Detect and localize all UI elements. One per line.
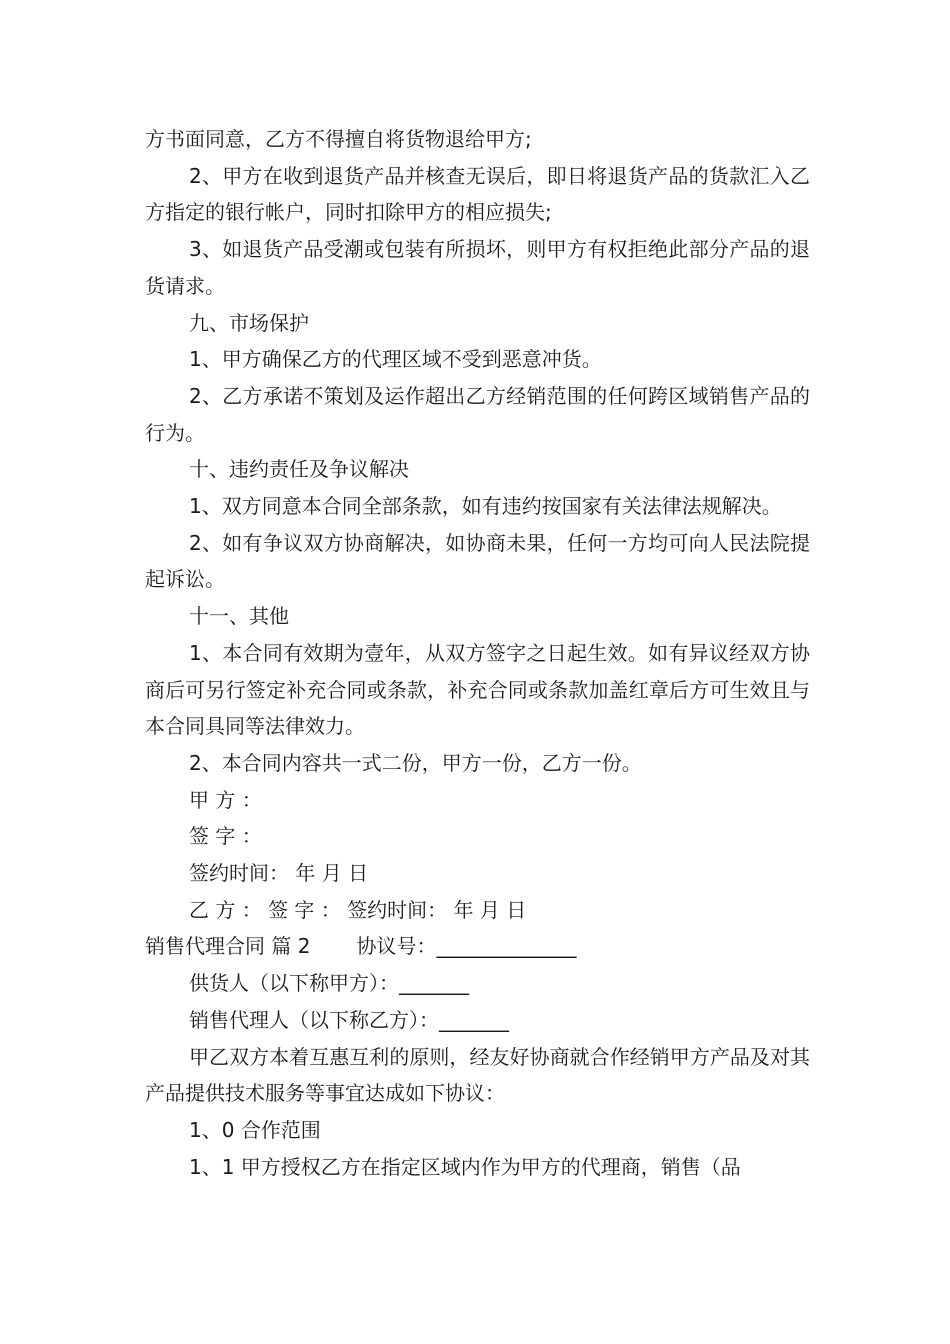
supplier-line: 供货人（以下称甲方）：_______ bbox=[189, 971, 469, 996]
agreement-number: 协议号：______________ bbox=[356, 934, 577, 959]
agent-line: 销售代理人（以下称乙方）：_______ bbox=[189, 1007, 509, 1032]
paragraph: 2、如有争议双方协商解决，如协商未果，任何一方均可向人民法院提起诉讼。 bbox=[145, 530, 810, 592]
section-heading-market-protection: 九、市场保护 bbox=[189, 310, 309, 335]
clause-heading: 1、0 合作范围 bbox=[189, 1117, 321, 1142]
paragraph: 甲乙双方本着互惠互利的原则，经友好协商就合作经销甲方产品及对其产品提供技术服务等事宜达成如下协议： bbox=[145, 1044, 810, 1106]
paragraph: 1、1 甲方授权乙方在指定区域内作为甲方的代理商，销售（品 bbox=[189, 1154, 741, 1179]
paragraph: 1、双方同意本合同全部条款，如有违约按国家有关法律法规解决。 bbox=[189, 494, 782, 519]
section-heading-liability: 十、违约责任及争议解决 bbox=[189, 457, 409, 482]
paragraph: 2、甲方在收到退货产品并核查无误后，即日将退货产品的货款汇入乙方指定的银行帐户，同时扣除甲方的相应损失; bbox=[145, 163, 810, 225]
paragraph: 3、如退货产品受潮或包装有所损坏，则甲方有权拒绝此部分产品的退货请求。 bbox=[145, 237, 810, 298]
section-heading-other: 十一、其他 bbox=[189, 604, 289, 629]
party-a-line: 甲 方 ： bbox=[189, 787, 262, 812]
contract-heading: 销售代理合同 篇 2 bbox=[145, 934, 311, 959]
paragraph: 1、甲方确保乙方的代理区域不受到恶意冲货。 bbox=[189, 347, 602, 372]
document-body bbox=[145, 121, 810, 1185]
paragraph: 方书面同意，乙方不得擅自将货物退给甲方; bbox=[145, 127, 532, 151]
signature-line: 签 字 ： bbox=[189, 824, 262, 849]
party-b-line: 乙 方 ： 签 字 ： 签约时间： 年 月 日 bbox=[189, 897, 527, 922]
paragraph: 2、乙方承诺不策划及运作超出乙方经销范围的任何跨区域销售产品的行为。 bbox=[145, 383, 810, 445]
contract-heading-line bbox=[145, 928, 810, 965]
signing-date-line: 签约时间： 年 月 日 bbox=[189, 861, 369, 886]
paragraph: 2、本合同内容共一式二份，甲方一份，乙方一份。 bbox=[189, 750, 642, 775]
paragraph: 1、本合同有效期为壹年，从双方签字之日起生效。如有异议经双方协商后可另行签定补充合同或条款，补充合同或条款加盖红章后方可生效且与本合同具同等法律效力。 bbox=[145, 640, 810, 739]
